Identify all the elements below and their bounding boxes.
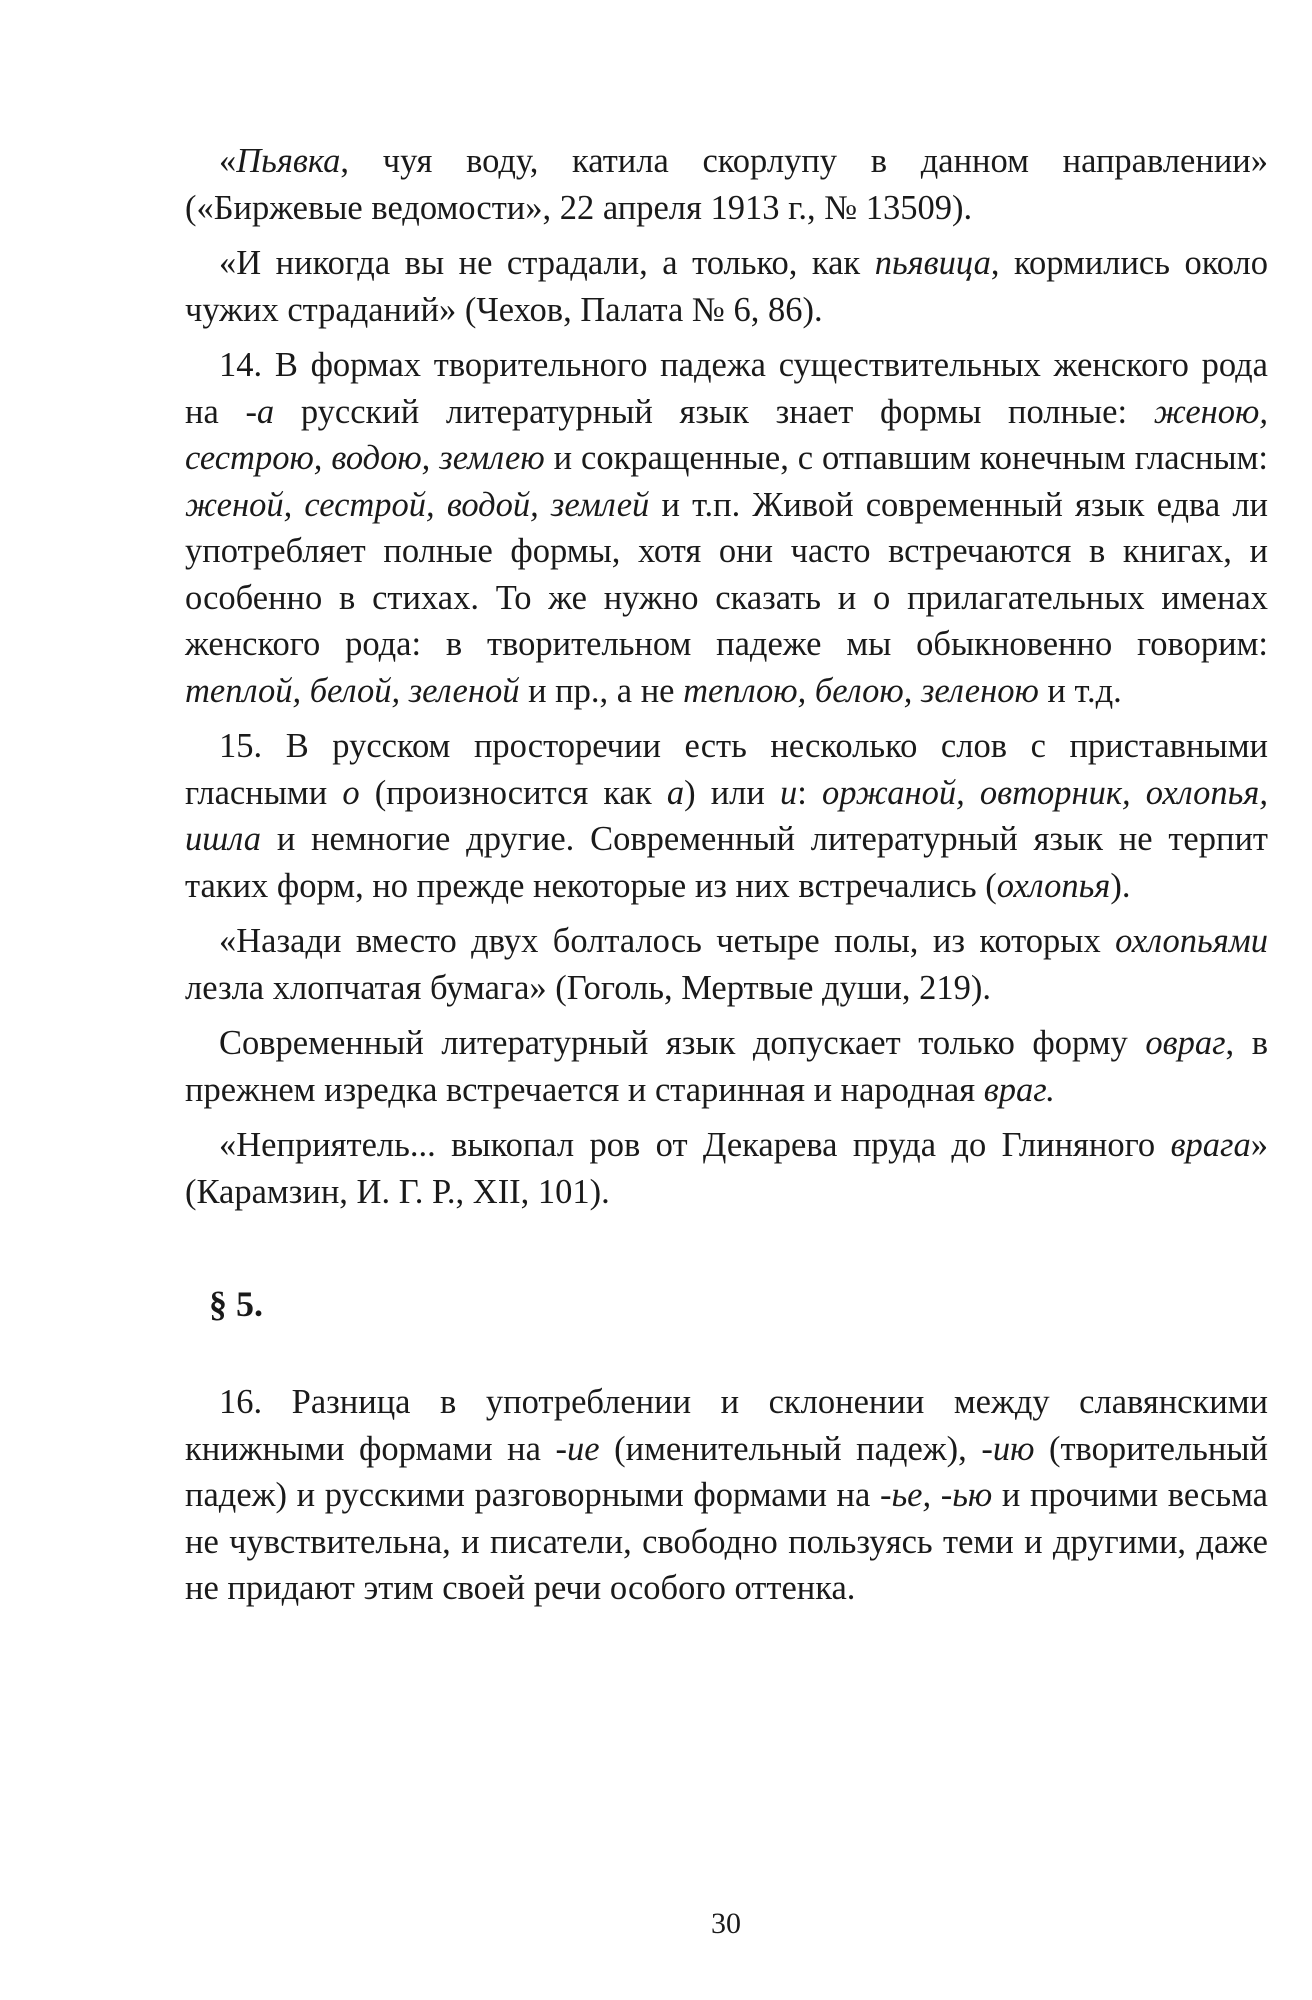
italic-run: пьявица	[874, 244, 991, 282]
italic-run: враг.	[983, 1070, 1055, 1109]
italic-run: охлопьями	[1115, 922, 1268, 960]
text-run: , кормились около чужих страданий» (Чехов, Палата № 6, 86).	[185, 244, 1268, 329]
italic-run: теплой, белой, зеленой	[185, 671, 520, 710]
italic-run: женою, сестрою, водою, землею	[185, 392, 1268, 477]
text-run: «И никогда вы не страдали, а только, как	[219, 244, 875, 282]
text-run: ).	[1110, 866, 1131, 905]
text-run: и прочими весьма не чувствительна, и писатели, свободно пользуясь теми и другими, даже не придают этим своей речи особого оттенка.	[185, 1476, 1268, 1607]
text-run: и пр., а не	[519, 671, 684, 710]
italic-run: охлопья	[996, 866, 1111, 905]
text-run: , в прежнем изредка встречается и старинная и народная	[185, 1024, 1268, 1109]
italic-run: -ье, -ью	[879, 1476, 993, 1514]
text-run: и т.д.	[1038, 671, 1122, 710]
text-run: и т.п. Живой современный язык едва ли употребляет полные формы, хотя они часто встречаются в книгах, и особенно в стихах. То же нужно сказать и о прилагательных именах женского рода: в творительном падеже мы обыкновенно говорим:	[185, 485, 1269, 663]
italic-run: -а	[245, 392, 275, 431]
paragraph	[185, 138, 1268, 231]
paragraph	[185, 1122, 1268, 1215]
italic-run: -ие	[555, 1429, 600, 1468]
text-run: «Неприятель... выкопал ров от Декарева пруда до Глиняного	[219, 1126, 1171, 1164]
text-run: 16. Разница в употреблении и склонении между славянскими книжными формами на	[185, 1383, 1268, 1468]
paragraph	[185, 342, 1268, 714]
italic-run: оржаной, овторник, охлопья, ишла	[185, 773, 1268, 858]
italic-run: о	[342, 773, 360, 812]
paragraph	[185, 918, 1268, 1011]
text-run: 14. В формах творительного падежа существительных женского рода на	[185, 346, 1268, 431]
text-run: и сокращенные, с отпавшим конечным гласным:	[544, 439, 1268, 477]
text-run: (творительный падеж) и русскими разговорными формами на	[185, 1429, 1269, 1514]
text-run: лезла хлопчатая бумага» (Гоголь, Мертвые души, 219).	[185, 968, 991, 1007]
section-heading: § 5.	[209, 1284, 263, 1324]
text-run: » (Карамзин, И. Г. Р., XII, 101).	[185, 1126, 1268, 1211]
text-run: (произносится как	[359, 773, 667, 812]
text-run: «Назади вместо двух болталось четыре полы, из которых	[219, 922, 1116, 960]
body-text	[185, 138, 1268, 1215]
italic-run: -ию	[981, 1429, 1035, 1468]
text-run: «	[219, 142, 237, 180]
text-run: :	[797, 773, 822, 812]
text-run: (именительный падеж),	[599, 1429, 982, 1468]
text-run: русский литературный язык знает формы полные:	[274, 392, 1154, 431]
paragraph	[185, 1020, 1268, 1113]
text-run: 15. В русском просторечии есть несколько слов с приставными гласными	[185, 727, 1268, 812]
text-run: и немногие другие. Современный литературный язык не терпит таких форм, но прежде некоторые из них встречались (	[185, 820, 1268, 905]
italic-run: врага	[1170, 1126, 1251, 1164]
italic-run: и	[780, 773, 798, 812]
paragraph	[185, 1379, 1268, 1612]
italic-run: теплою, белою, зеленою	[683, 671, 1039, 710]
text-run: Современный литературный язык допускает только форму	[219, 1024, 1146, 1062]
paragraph	[185, 240, 1268, 333]
paragraph	[185, 723, 1268, 909]
text-run: ) или	[684, 773, 780, 812]
italic-run: а	[666, 773, 685, 812]
body-text-continued	[185, 1379, 1268, 1612]
italic-run: овраг	[1145, 1024, 1226, 1062]
text-run: , чуя воду, катила скорлупу в данном направлении» («Биржевые ведомости», 22 апреля 1913 г., № 13509).	[185, 142, 1268, 227]
italic-run: Пьявка	[236, 142, 341, 180]
page-number: 30	[711, 1907, 741, 1940]
italic-run: женой, сестрой, водой, землей	[185, 485, 650, 524]
